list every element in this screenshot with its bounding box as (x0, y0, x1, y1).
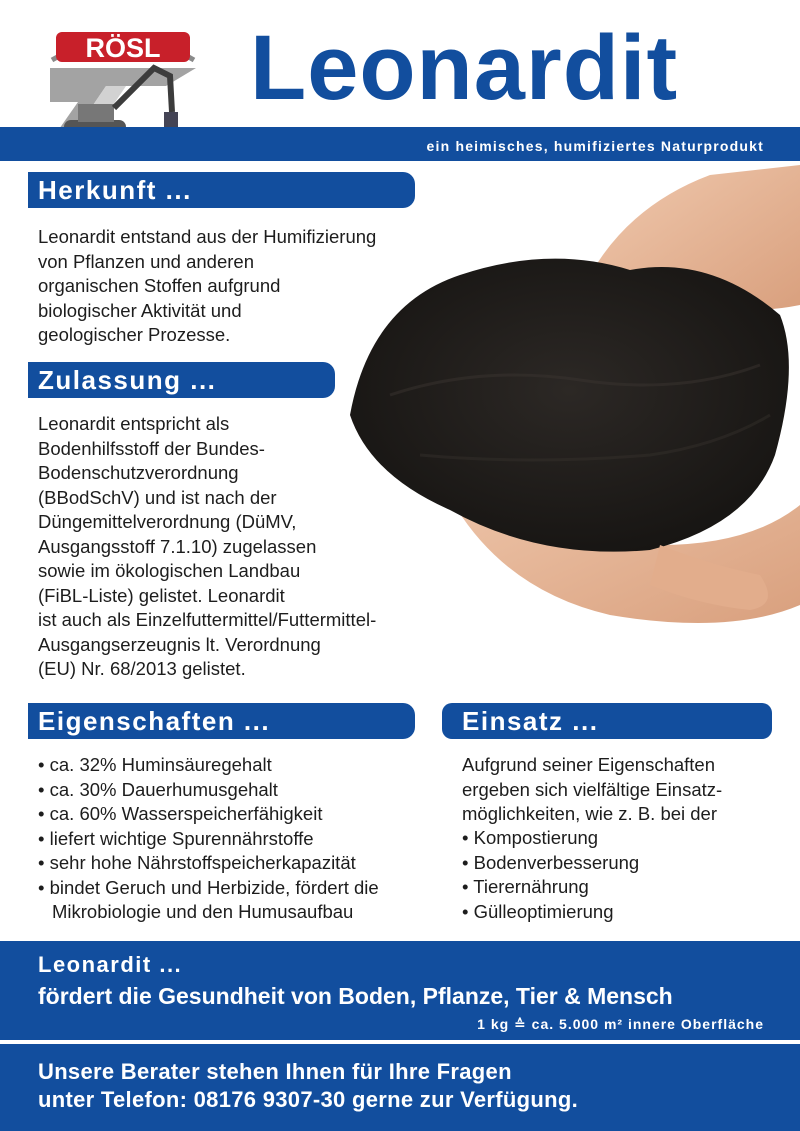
list-item: • ca. 30% Dauerhumusgehalt (38, 778, 438, 803)
claim-text: fördert die Gesundheit von Boden, Pflanze, Tier & Mensch (38, 983, 673, 1009)
list-item: • liefert wichtige Spurennährstoffe (38, 827, 438, 852)
eigenschaften-list (38, 753, 438, 925)
section-header-zulassung: Zulassung ... (28, 362, 335, 398)
herkunft-text: Leonardit entstand aus der Humifizierung von Pflanzen und anderen organischen Stoffen aufgrund biologischer Aktivität und geologischer Prozesse. (38, 226, 377, 345)
surface-note: 1 kg ≙ ca. 5.000 m² innere Oberfläche (477, 1016, 764, 1032)
list-item: • Gülleoptimierung (462, 900, 642, 925)
einsatz-list (462, 826, 642, 924)
claim-heading: Leonardit ... (38, 952, 183, 977)
list-item: • bindet Geruch und Herbizide, fördert die Mikrobiologie und den Humusaufbau (38, 876, 438, 925)
contact-info (38, 1058, 578, 1114)
section-header-herkunft: Herkunft ... (28, 172, 415, 208)
list-item: • ca. 60% Wasserspeicherfähigkeit (38, 802, 438, 827)
footer-divider (0, 1040, 800, 1044)
svg-text:RÖSL: RÖSL (85, 33, 161, 63)
section-header-einsatz: Einsatz ... (442, 703, 772, 739)
list-item: • ca. 32% Huminsäuregehalt (38, 753, 438, 778)
einsatz-intro: Aufgrund seiner Eigenschaften ergeben sich vielfältige Einsatz- möglichkeiten, wie z. B. bei der (462, 754, 723, 824)
tagline: ein heimisches, humifiziertes Naturprodukt (426, 138, 764, 154)
section-header-eigenschaften: Eigenschaften ... (28, 703, 415, 739)
product-title: Leonardit (250, 17, 679, 119)
list-item: • Bodenverbesserung (462, 851, 642, 876)
list-item: • Kompostierung (462, 826, 642, 851)
list-item: • sehr hohe Nährstoffspeicherkapazität (38, 851, 438, 876)
soil-in-hands-image (330, 165, 800, 645)
contact-line: Unsere Berater stehen Ihnen für Ihre Fragen (38, 1059, 512, 1084)
zulassung-text: Leonardit entspricht als Bodenhilfsstoff der Bundes- Bodenschutzverordnung (BBodSchV) und ist nach der Düngemittelverordnung (DüMV, Ausgangsstoff 7.1.10) zugelassen sowie im ökologischen Landbau (FiBL-Liste) gelistet. Leonardit ist auch als Einzelfuttermittel/Futtermittel- Ausgangserzeugnis lt. Verordnung (EU) Nr. 68/2013 gelistet. (38, 413, 377, 679)
contact-phone-line: unter Telefon: 08176 9307-30 gerne zur Verfügung. (38, 1087, 579, 1112)
list-item: • Tierernährung (462, 875, 642, 900)
